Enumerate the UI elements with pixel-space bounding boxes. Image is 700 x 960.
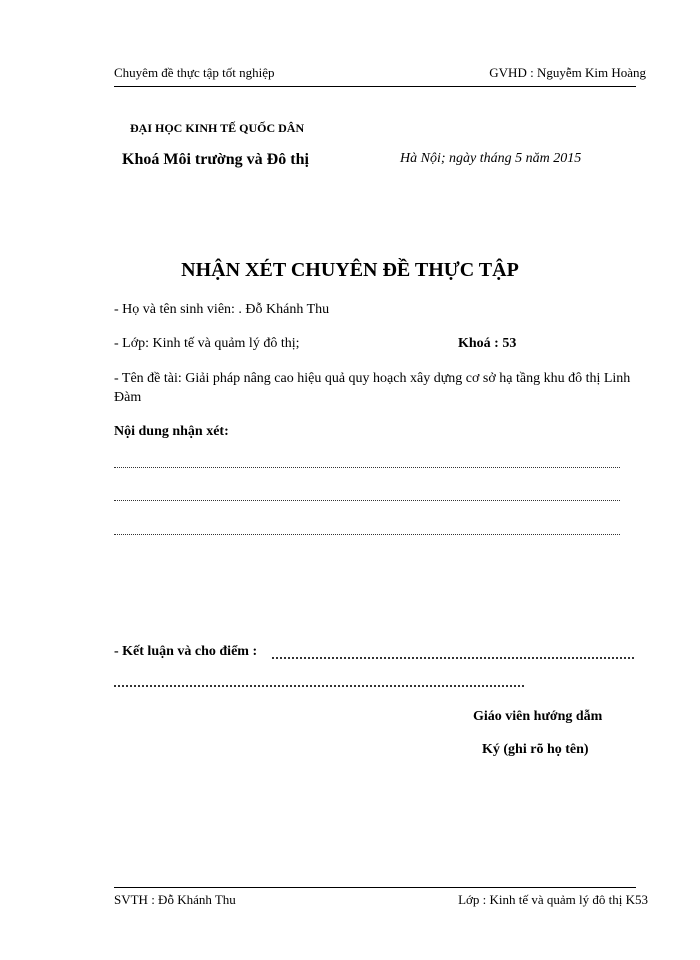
comment-dotted-line — [114, 467, 620, 468]
conclusion-dotted-line — [272, 657, 634, 659]
header-right-text: GVHD : Nguyễm Kim Hoàng — [489, 65, 646, 80]
page-title: NHẬN XÉT CHUYÊN ĐỀ THỰC TẬP — [181, 259, 519, 281]
conclusion-label: - Kết luận và cho điểm : — [114, 644, 258, 659]
faculty-name: Khoá Môi trường và Đô thị — [122, 151, 309, 168]
course-number: Khoá : 53 — [458, 336, 517, 351]
signature-instruction: Ký (ghi rõ họ tên) — [482, 742, 589, 757]
footer-left-text: SVTH : Đỗ Khánh Thu — [114, 892, 236, 907]
class-line: - Lớp: Kinh tế và quảm lý đô thị; — [114, 336, 300, 351]
footer-right-text: Lớp : Kinh tế và quảm lý đô thị K53 — [458, 892, 648, 907]
header-left-text: Chuyêm đề thực tập tốt nghiệp — [114, 65, 275, 80]
student-name-line: - Họ và tên sinh viên: . Đỗ Khánh Thu — [114, 302, 330, 317]
topic-line: - Tên đề tài: Giải pháp nâng cao hiệu quả quy hoạch xây dựng cơ sở hạ tầng khu đô thị Linh Đàm — [114, 371, 631, 405]
header-divider — [114, 86, 636, 87]
comments-label: Nội dung nhận xét: — [114, 424, 229, 439]
date-line: Hà Nội; ngày tháng 5 năm 2015 — [400, 151, 582, 166]
comment-dotted-line — [114, 534, 620, 535]
footer-divider — [114, 887, 636, 888]
university-name: ĐẠI HỌC KINH TẾ QUỐC DÂN — [130, 121, 305, 135]
conclusion-dotted-line — [114, 685, 524, 687]
teacher-title: Giáo viên hướng dẫm — [473, 709, 603, 724]
comment-dotted-line — [114, 500, 620, 501]
